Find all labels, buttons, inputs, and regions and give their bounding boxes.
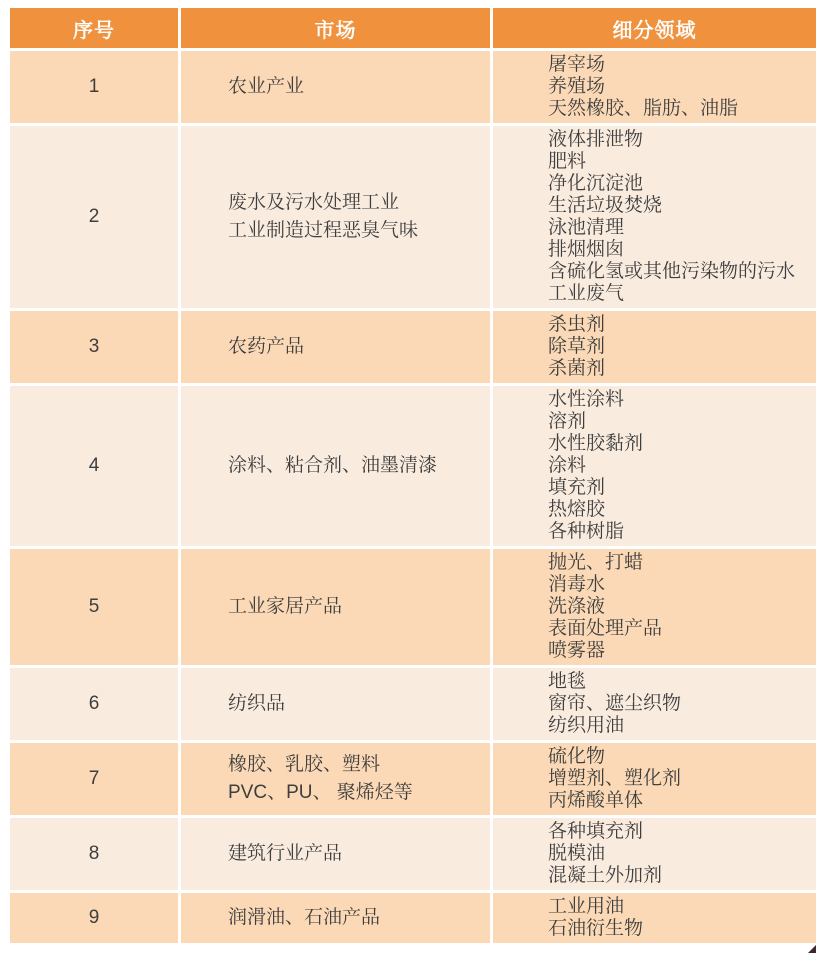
- segment-line: 水性涂料: [548, 389, 625, 410]
- segment-line: 屠宰场: [548, 54, 606, 75]
- segments-cell: [493, 893, 816, 943]
- table-row: [10, 549, 816, 665]
- segments-cell: [493, 51, 816, 123]
- row-number-cell: 4: [10, 386, 178, 546]
- segment-line: 抛光、打蜡: [548, 552, 644, 573]
- corner-artifact-mark: [808, 945, 816, 953]
- table-row: [10, 818, 816, 890]
- segment-line: 泳池清理: [548, 217, 625, 238]
- market-line: 工业制造过程恶臭气味: [228, 220, 419, 241]
- segments-cell: [493, 311, 816, 383]
- segment-line: 硫化物: [548, 746, 606, 767]
- table-row: [10, 668, 816, 740]
- segment-line: 洗涤液: [548, 596, 606, 617]
- row-number-cell: 7: [10, 743, 178, 815]
- market-cell: [181, 668, 490, 740]
- table-row: [10, 893, 816, 943]
- table-header-row: [10, 8, 816, 48]
- segment-line: 脱模油: [548, 843, 606, 864]
- segments-cell: [493, 126, 816, 308]
- row-number-cell: 3: [10, 311, 178, 383]
- header-cell-market: 市场: [181, 8, 490, 48]
- segment-line: 丙烯酸单体: [548, 790, 644, 811]
- segment-line: 杀菌剂: [548, 358, 606, 379]
- market-cell: [181, 893, 490, 943]
- market-line: 农药产品: [228, 336, 305, 357]
- segment-line: 工业废气: [548, 283, 625, 304]
- segment-line: 养殖场: [548, 76, 606, 97]
- header-cell-segment: 细分领域: [493, 8, 816, 48]
- market-line: 建筑行业产品: [228, 843, 343, 864]
- table-body: [10, 51, 816, 943]
- market-line: 工业家居产品: [228, 596, 343, 617]
- segment-line: 地毯: [548, 671, 587, 692]
- segments-cell: [493, 386, 816, 546]
- segment-line: 涂料: [548, 455, 587, 476]
- segment-line: 填充剂: [548, 477, 606, 498]
- table-row: [10, 126, 816, 308]
- market-line: 润滑油、石油产品: [228, 907, 381, 928]
- segment-line: 石油衍生物: [548, 918, 644, 939]
- market-cell: [181, 311, 490, 383]
- segment-line: 生活垃圾焚烧: [548, 195, 663, 216]
- market-line: 纺织品: [228, 693, 286, 714]
- market-cell: [181, 386, 490, 546]
- row-number-cell: 2: [10, 126, 178, 308]
- segment-line: 排烟烟囱: [548, 239, 625, 260]
- segment-line: 纺织用油: [548, 715, 625, 736]
- segment-line: 各种树脂: [548, 521, 625, 542]
- segment-line: 消毒水: [548, 574, 606, 595]
- table-row: [10, 311, 816, 383]
- segment-line: 液体排泄物: [548, 129, 644, 150]
- segment-line: 溶剂: [548, 411, 587, 432]
- market-cell: [181, 818, 490, 890]
- segment-line: 肥料: [548, 151, 587, 172]
- market-line: 涂料、粘合剂、油墨清漆: [228, 455, 438, 476]
- segments-cell: [493, 668, 816, 740]
- segment-line: 增塑剂、塑化剂: [548, 768, 682, 789]
- segment-line: 混凝土外加剂: [548, 865, 663, 886]
- row-number-cell: 8: [10, 818, 178, 890]
- market-cell: [181, 51, 490, 123]
- row-number-cell: 6: [10, 668, 178, 740]
- market-cell: [181, 743, 490, 815]
- segment-line: 水性胶黏剂: [548, 433, 644, 454]
- segments-cell: [493, 549, 816, 665]
- header-cell-number: 序号: [10, 8, 178, 48]
- row-number-cell: 9: [10, 893, 178, 943]
- market-line: PVC、PU、 聚烯烃等: [228, 782, 413, 803]
- segment-line: 表面处理产品: [548, 618, 663, 639]
- market-cell: [181, 549, 490, 665]
- market-line: 农业产业: [228, 76, 305, 97]
- segments-cell: [493, 818, 816, 890]
- segment-line: 热熔胶: [548, 499, 606, 520]
- segment-line: 工业用油: [548, 896, 625, 917]
- segment-line: 各种填充剂: [548, 821, 644, 842]
- row-number-cell: 5: [10, 549, 178, 665]
- segment-line: 杀虫剂: [548, 314, 606, 335]
- market-line: 橡胶、乳胶、塑料: [228, 754, 381, 775]
- segment-line: 含硫化氢或其他污染物的污水: [548, 261, 796, 282]
- row-number-cell: 1: [10, 51, 178, 123]
- market-line: 废水及污水处理工业: [228, 192, 400, 213]
- segments-cell: [493, 743, 816, 815]
- table-row: [10, 386, 816, 546]
- market-cell: [181, 126, 490, 308]
- segment-line: 窗帘、遮尘织物: [548, 693, 682, 714]
- table-row: [10, 51, 816, 123]
- segment-line: 除草剂: [548, 336, 606, 357]
- segment-line: 天然橡胶、脂肪、油脂: [548, 98, 739, 119]
- market-segments-table: [10, 8, 816, 943]
- segment-line: 净化沉淀池: [548, 173, 644, 194]
- segment-line: 喷雾器: [548, 640, 606, 661]
- table-row: [10, 743, 816, 815]
